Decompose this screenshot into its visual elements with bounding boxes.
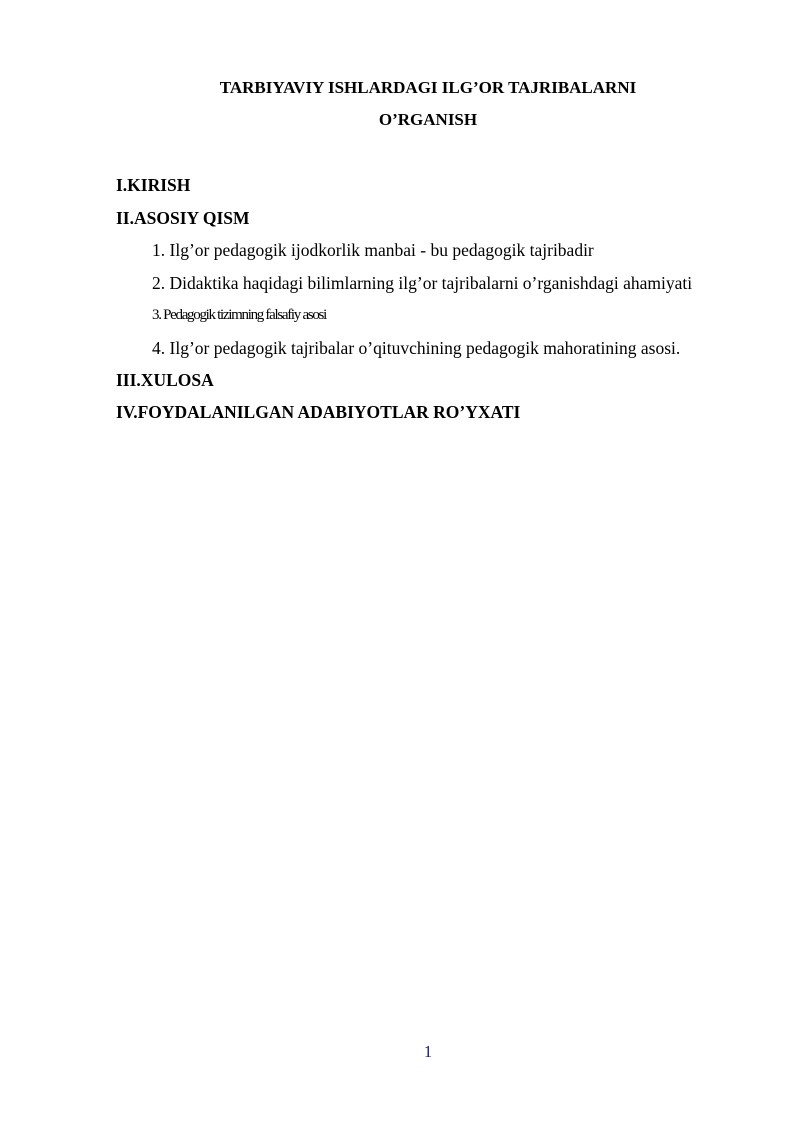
toc-item-3: 3. Pedagogik tizimning falsafiy asosi bbox=[152, 307, 326, 323]
section-heading-kirish: I.KIRISH bbox=[116, 175, 191, 195]
toc-item-1: 1. Ilg’or pedagogik ijodkorlik manbai - bu pedagogik tajribadir bbox=[152, 240, 594, 260]
document-title-line-1: TARBIYAVIY ISHLARDAGI ILG’OR TAJRIBALARNI bbox=[219, 78, 637, 97]
page-number: 1 bbox=[423, 1042, 433, 1061]
toc-item-2: 2. Didaktika haqidagi bilimlarning ilg’or tajribalarni o’rganishdagi ahamiyati bbox=[152, 273, 693, 293]
document-title-line-2: O’RGANISH bbox=[378, 110, 478, 129]
section-heading-xulosa: III.XULOSA bbox=[116, 370, 214, 390]
toc-item-4: 4. Ilg’or pedagogik tajribalar o’qituvchining pedagogik mahoratining asosi. bbox=[152, 338, 681, 358]
section-heading-asosiy-qism: II.ASOSIY QISM bbox=[116, 208, 250, 228]
section-heading-adabiyotlar: IV.FOYDALANILGAN ADABIYOTLAR RO’YXATI bbox=[116, 402, 521, 422]
